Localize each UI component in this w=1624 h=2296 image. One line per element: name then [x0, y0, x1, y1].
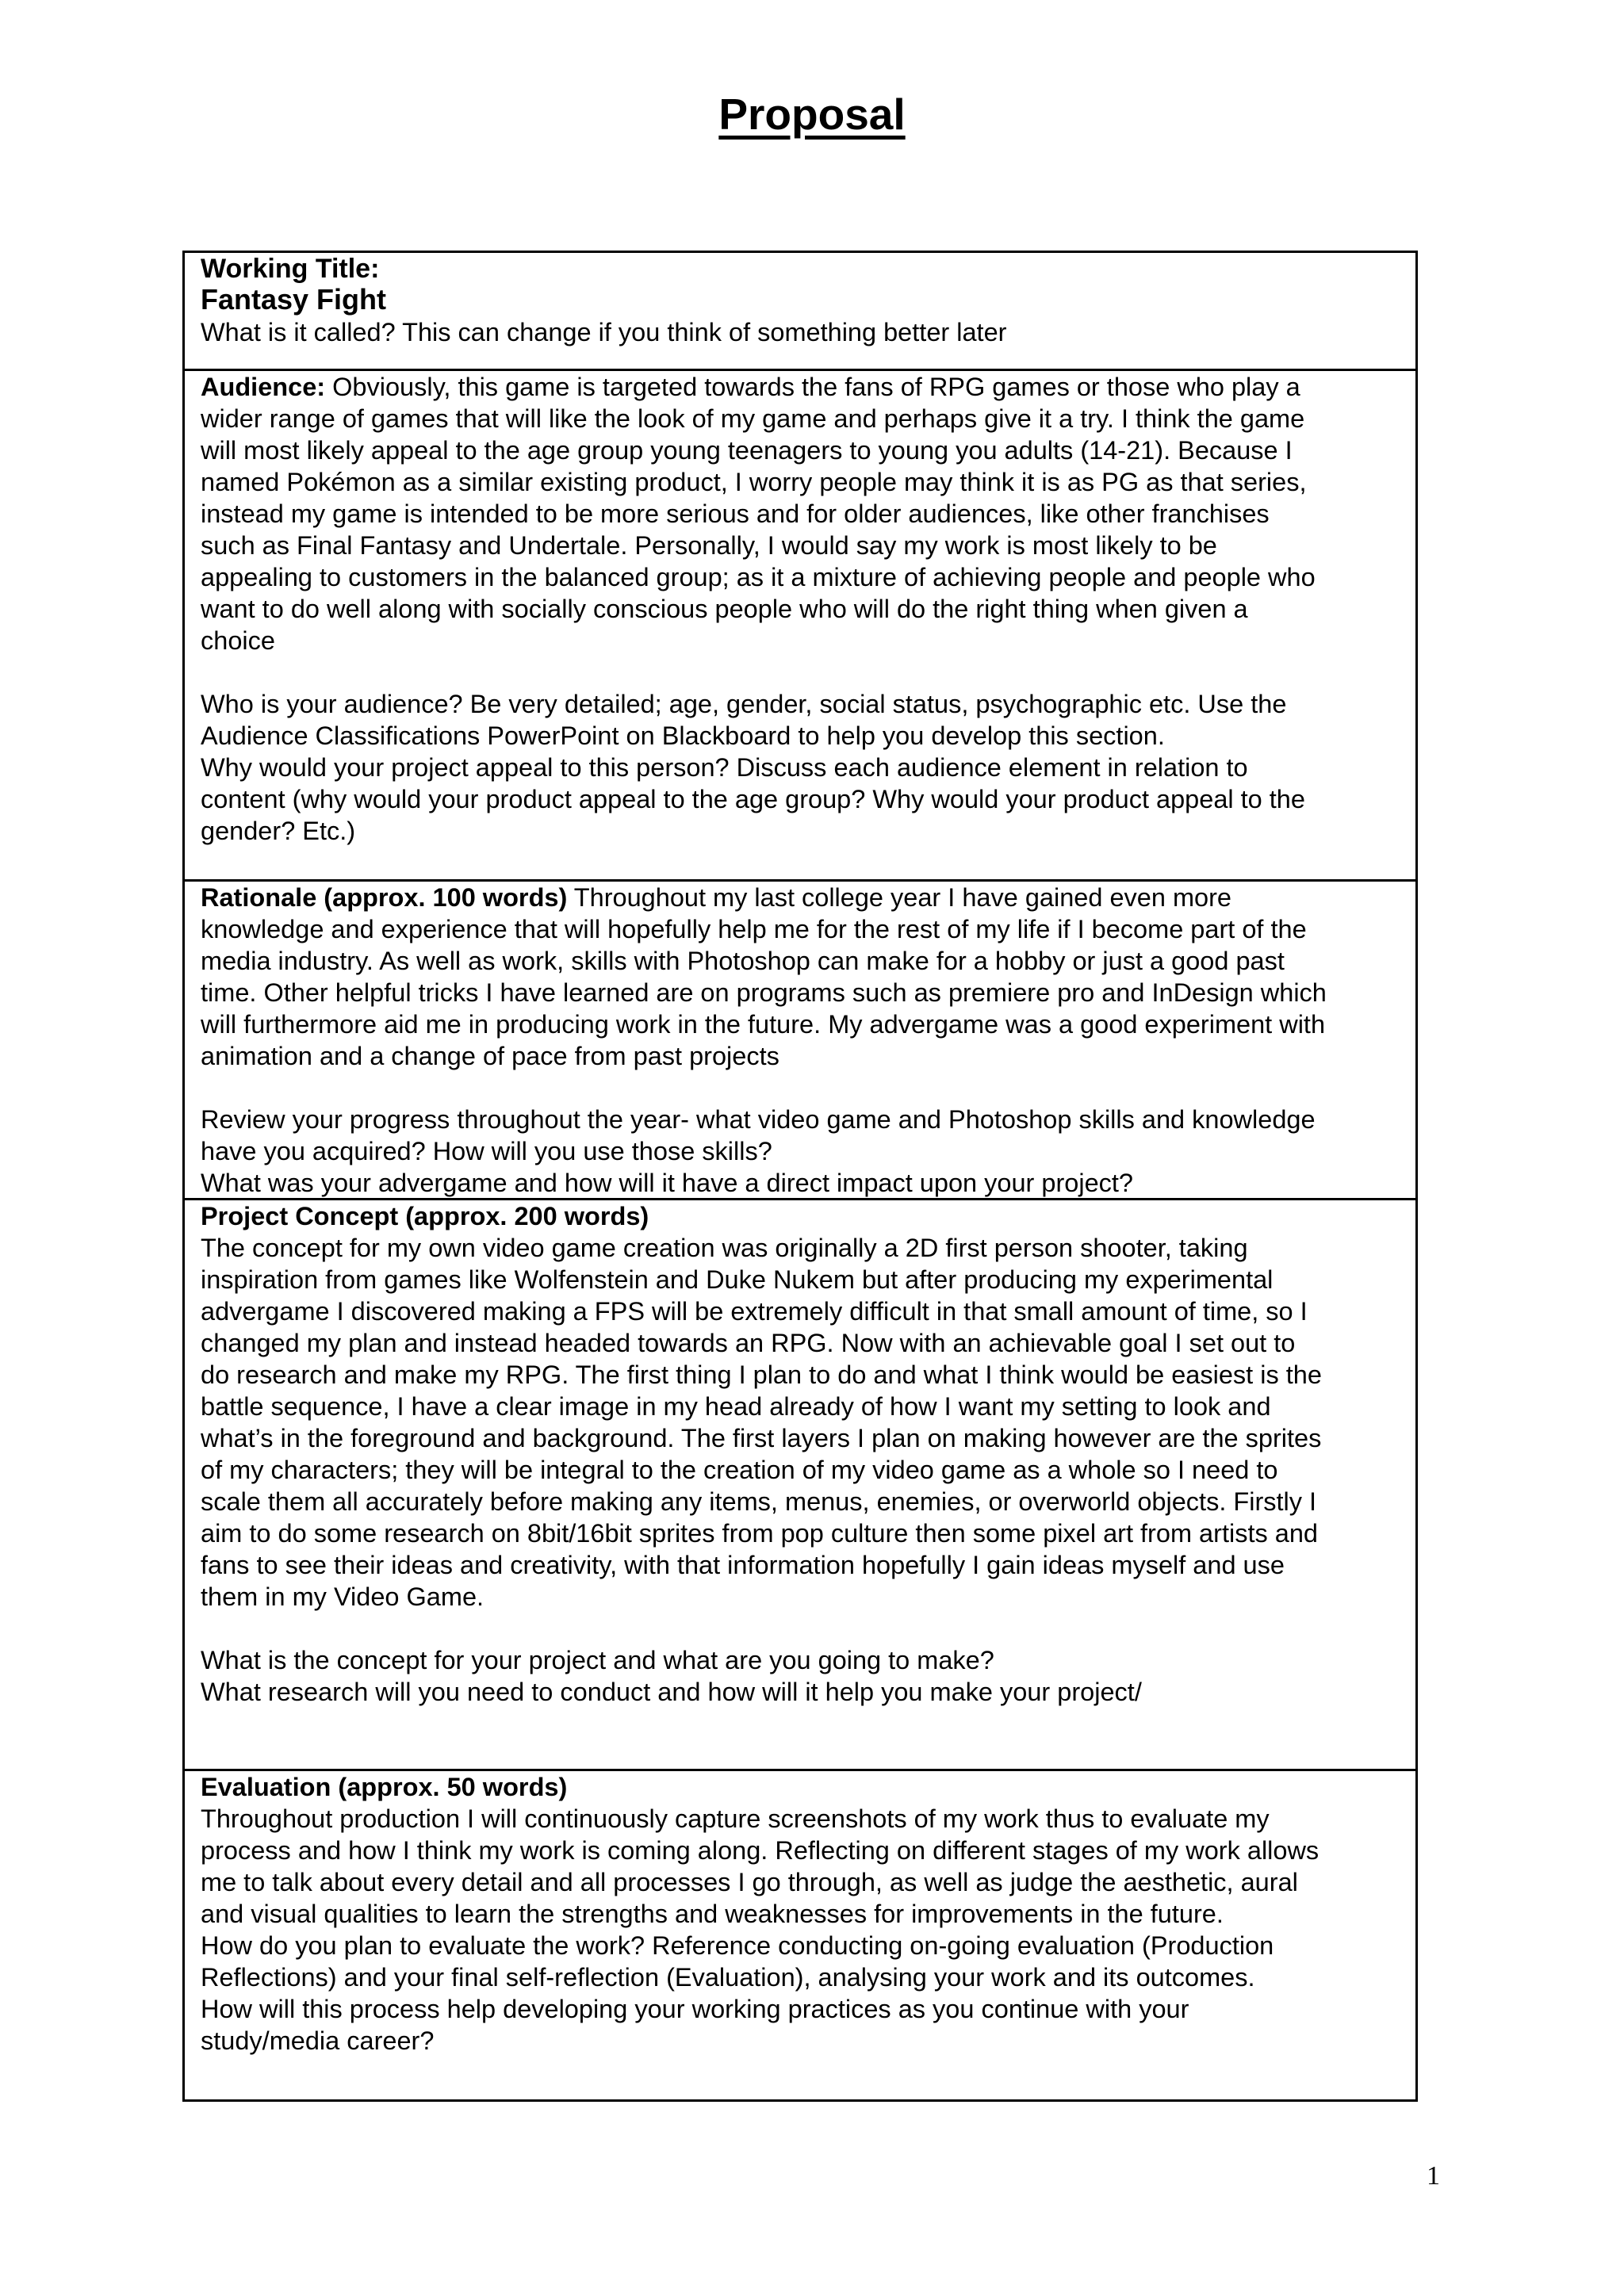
rationale-line: animation and a change of pace from past projects	[201, 1042, 779, 1070]
audience-line: want to do well along with socially conscious people who will do the right thing when given a	[201, 595, 1248, 623]
audience-section	[185, 371, 1415, 882]
project-concept-section	[185, 1200, 1415, 1771]
audience-text: Obviously, this game is targeted towards the fans of RPG games or those who play a	[325, 373, 1300, 401]
evaluation-section	[185, 1771, 1415, 2099]
rationale-section	[185, 882, 1415, 1200]
audience-line: choice	[201, 626, 275, 655]
evaluation-label: Evaluation (approx. 50 words)	[201, 1773, 568, 1801]
audience-prompt-line: Who is your audience? Be very detailed; age, gender, social status, psychographic etc. Use the	[201, 690, 1287, 718]
evaluation-line: study/media career?	[201, 2026, 435, 2055]
concept-line: aim to do some research on 8bit/16bit sprites from pop culture then some pixel art from artists and	[201, 1519, 1318, 1548]
audience-line: wider range of games that will like the look of my game and perhaps give it a try. I think the game	[201, 404, 1305, 433]
concept-line: scale them all accurately before making any items, menus, enemies, or overworld objects. Firstly I	[201, 1487, 1317, 1516]
concept-line: advergame I discovered making a FPS will be extremely difficult in that small amount of time, so I	[201, 1297, 1308, 1326]
rationale-text: Throughout my last college year I have gained even more	[567, 883, 1232, 912]
rationale-line	[201, 882, 1404, 913]
evaluation-line: How will this process help developing your working practices as you continue with your	[201, 1995, 1189, 2023]
audience-prompt-line: gender? Etc.)	[201, 817, 356, 845]
concept-prompt-line: What research will you need to conduct and how will it help you make your project/	[201, 1678, 1142, 1706]
concept-prompt-line: What is the concept for your project and what are you going to make?	[201, 1646, 994, 1674]
page-title: Proposal	[718, 90, 906, 139]
concept-line: do research and make my RPG. The first thing I plan to do and what I think would be easiest is the	[201, 1360, 1322, 1389]
rationale-line: knowledge and experience that will hopefully help me for the rest of my life if I become part of the	[201, 915, 1307, 943]
rationale-prompt-line: Review your progress throughout the year- what video game and Photoshop skills and knowledge	[201, 1105, 1316, 1134]
project-concept-label: Project Concept (approx. 200 words)	[201, 1202, 649, 1230]
concept-line: fans to see their ideas and creativity, with that information hopefully I gain ideas myself and use	[201, 1551, 1285, 1579]
audience-line: such as Final Fantasy and Undertale. Personally, I would say my work is most likely to be	[201, 531, 1217, 560]
working-title-section	[185, 253, 1415, 371]
audience-label: Audience:	[201, 373, 326, 401]
rationale-line: media industry. As well as work, skills with Photoshop can make for a hobby or just a good past	[201, 947, 1285, 975]
audience-line: will most likely appeal to the age group young teenagers to young you adults (14-21). Because I	[201, 436, 1293, 465]
audience-line: appealing to customers in the balanced group; as it a mixture of achieving people and people who	[201, 563, 1316, 591]
audience-line: instead my game is intended to be more serious and for older audiences, like other franchises	[201, 499, 1270, 528]
audience-line	[201, 371, 1404, 403]
working-title-label: Working Title:	[201, 254, 380, 284]
concept-line: battle sequence, I have a clear image in my head already of how I want my setting to look and	[201, 1392, 1271, 1421]
rationale-prompt-line: have you acquired? How will you use those skills?	[201, 1137, 772, 1165]
rationale-label: Rationale (approx. 100 words)	[201, 883, 568, 912]
working-title-value: Fantasy Fight	[201, 283, 387, 316]
evaluation-line: process and how I think my work is coming along. Reflecting on different stages of my work allows	[201, 1836, 1320, 1865]
concept-line: them in my Video Game.	[201, 1582, 485, 1611]
audience-line: named Pokémon as a similar existing product, I worry people may think it is as PG as that series,	[201, 468, 1307, 496]
concept-line: of my characters; they will be integral to the creation of my video game as a whole so I need to	[201, 1456, 1278, 1484]
concept-line: The concept for my own video game creation was originally a 2D first person shooter, taking	[201, 1234, 1248, 1262]
concept-line: changed my plan and instead headed towards an RPG. Now with an achievable goal I set out to	[201, 1329, 1296, 1357]
rationale-line: will furthermore aid me in producing work in the future. My advergame was a good experiment with	[201, 1010, 1326, 1039]
evaluation-line: How do you plan to evaluate the work? Reference conducting on-going evaluation (Production	[201, 1931, 1274, 1960]
audience-prompt-line: content (why would your product appeal to the age group? Why would your product appeal to the	[201, 785, 1305, 813]
rationale-line: time. Other helpful tricks I have learned are on programs such as premiere pro and InDesign which	[201, 978, 1327, 1007]
evaluation-line: and visual qualities to learn the strengths and weaknesses for improvements in the future.	[201, 1900, 1224, 1928]
page-number: 1	[1427, 2161, 1440, 2191]
concept-line: what’s in the foreground and background. The first layers I plan on making however are the sprites	[201, 1424, 1322, 1452]
concept-line: inspiration from games like Wolfenstein and Duke Nukem but after producing my experimental	[201, 1265, 1274, 1294]
rationale-prompt-line: What was your advergame and how will it have a direct impact upon your project?	[201, 1169, 1133, 1197]
evaluation-line: Reflections) and your final self-reflection (Evaluation), analysing your work and its outcomes.	[201, 1963, 1255, 1992]
evaluation-line: me to talk about every detail and all processes I go through, as well as judge the aesthetic, aural	[201, 1868, 1298, 1896]
proposal-form	[182, 251, 1418, 2102]
working-title-hint: What is it called? This can change if you think of something better later	[201, 318, 1007, 346]
audience-prompt-line: Why would your project appeal to this person? Discuss each audience element in relation to	[201, 753, 1248, 782]
audience-prompt-line: Audience Classifications PowerPoint on Blackboard to help you develop this section.	[201, 721, 1165, 750]
evaluation-line: Throughout production I will continuously capture screenshots of my work thus to evaluate my	[201, 1804, 1270, 1833]
